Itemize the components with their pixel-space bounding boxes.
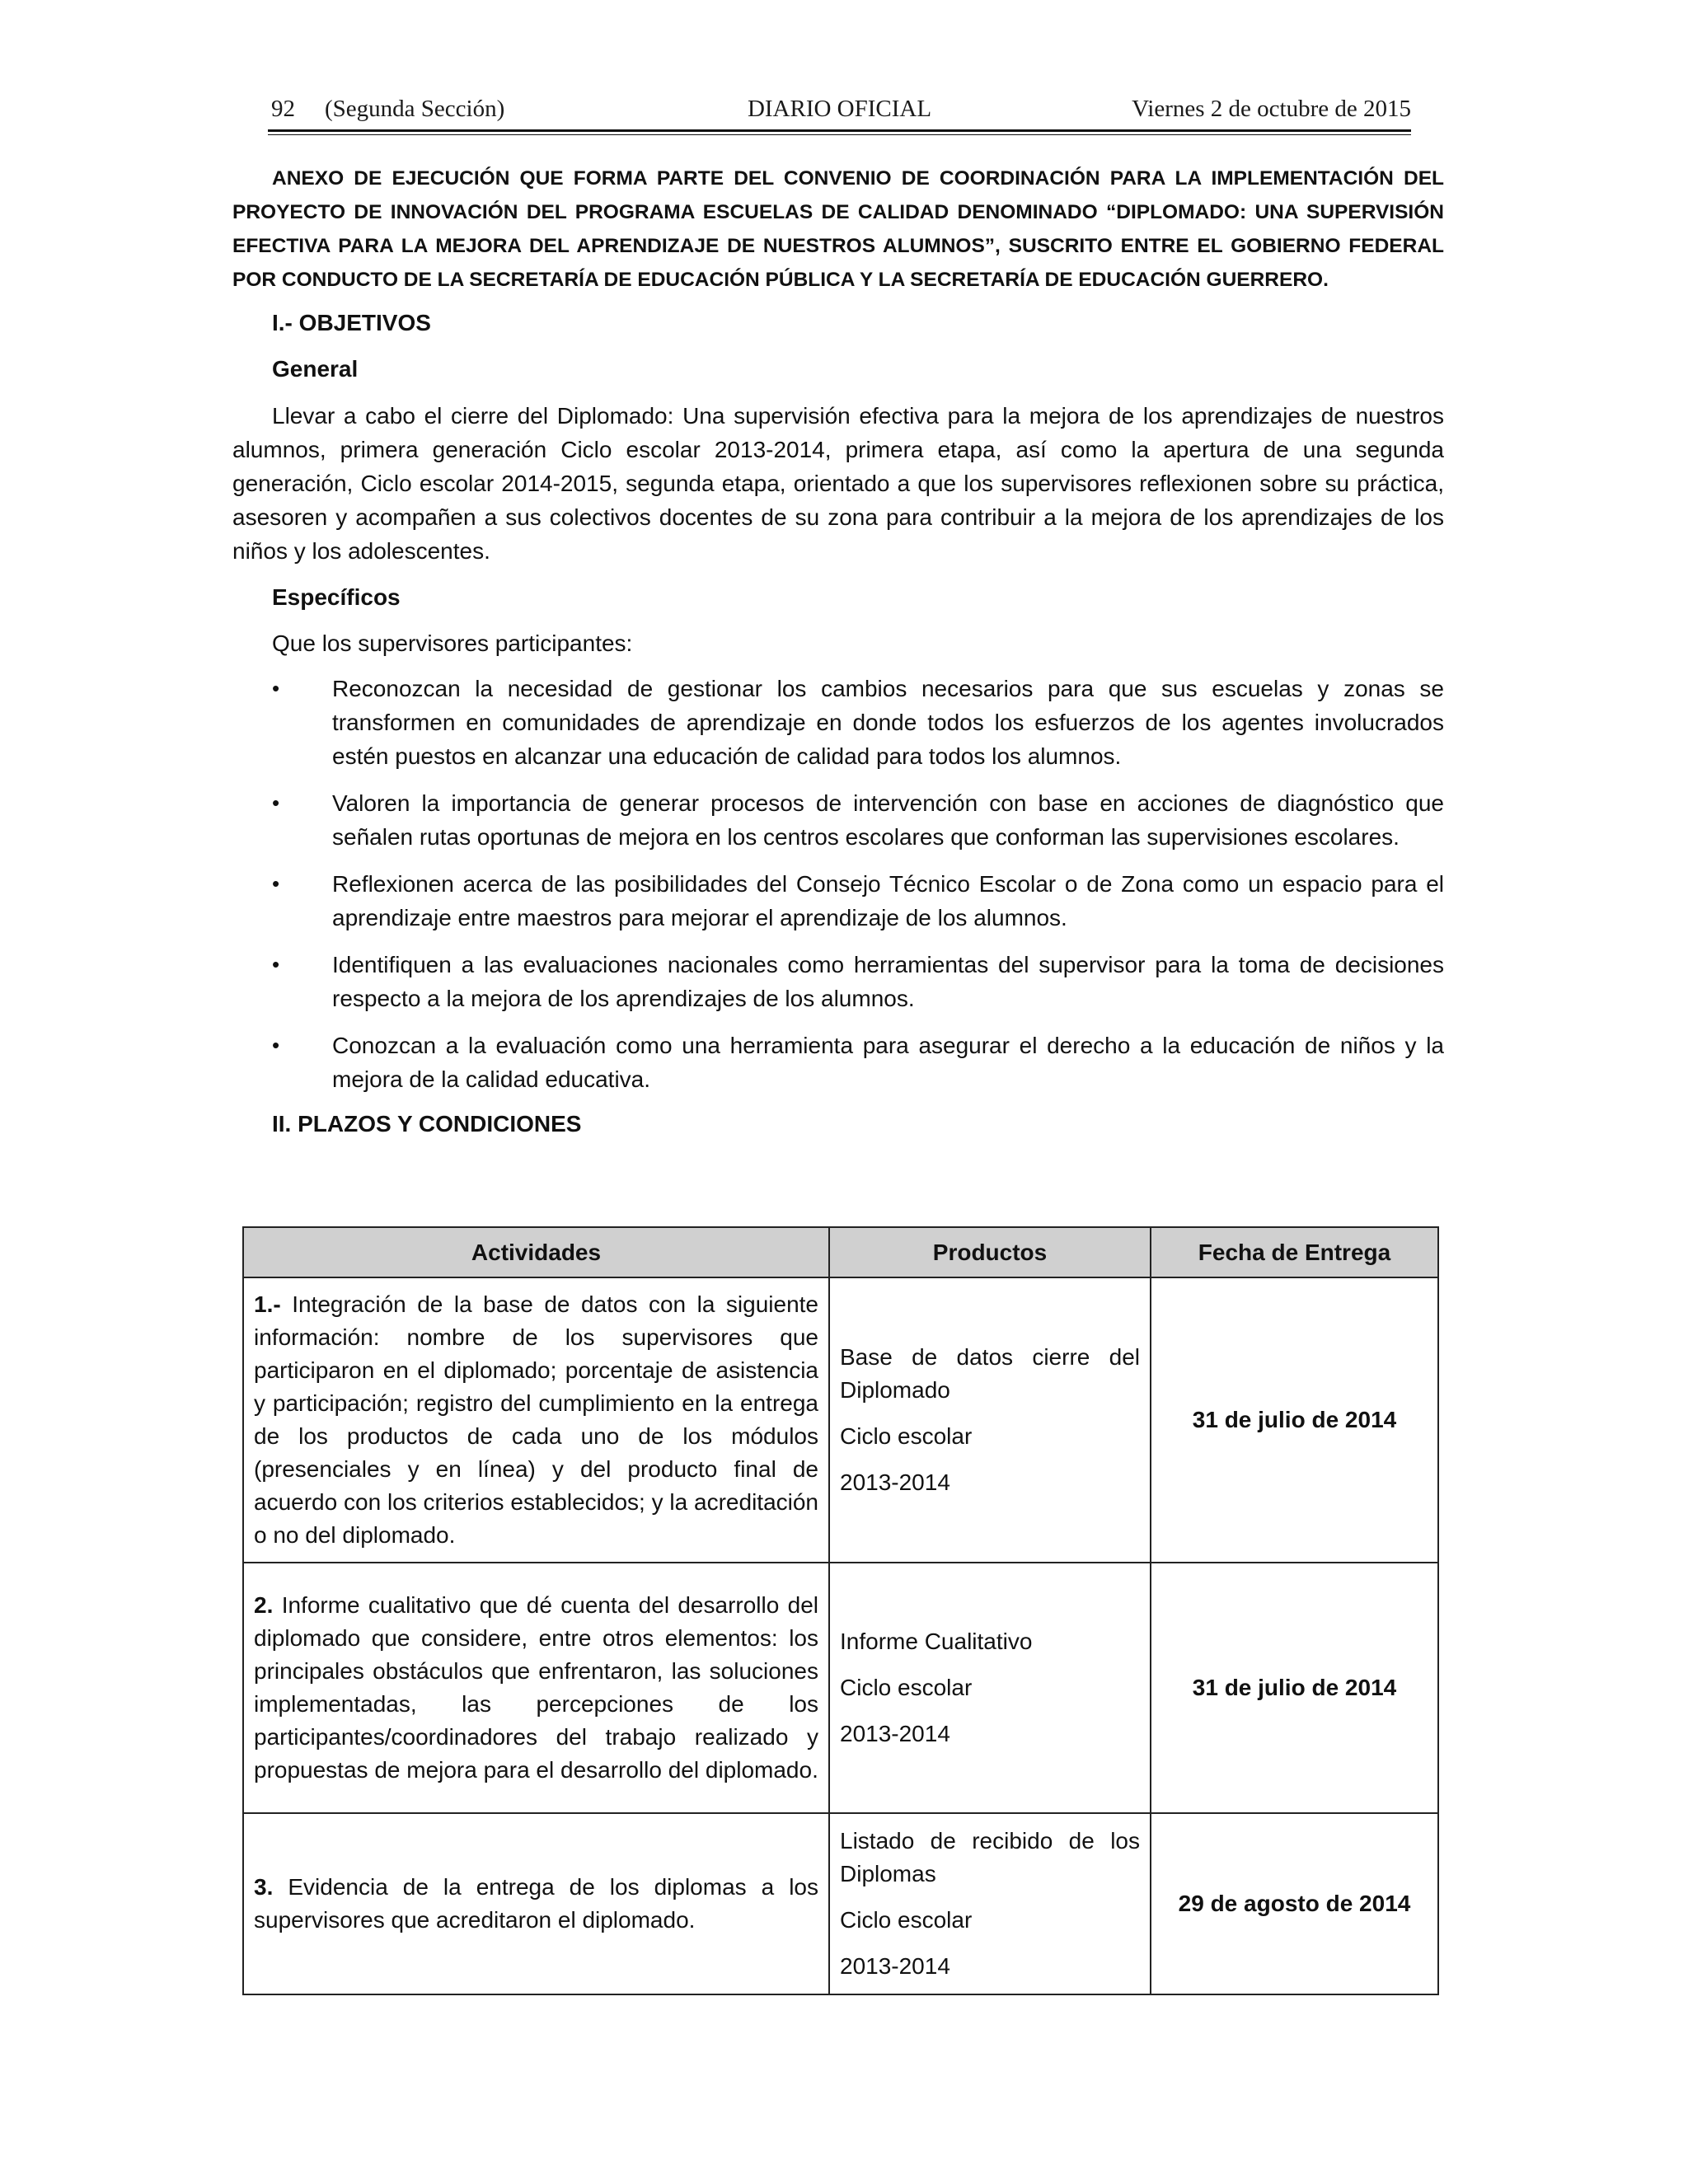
delivery-date-cell: 31 de julio de 2014 <box>1151 1563 1438 1813</box>
especificos-intro: Que los supervisores participantes: <box>272 630 633 656</box>
product-cycle-years: 2013-2014 <box>840 1469 950 1495</box>
product-cycle-label: Ciclo escolar <box>840 1423 973 1449</box>
subheading-general: General <box>272 356 359 382</box>
bullet-icon: • <box>272 790 280 815</box>
activity-number: 3. <box>254 1874 274 1900</box>
activity-text: Evidencia de la entrega de los diplomas a los supervisores que acreditaron el diplomado. <box>254 1874 818 1933</box>
product-cell <box>829 1563 1151 1813</box>
annex-title: ANEXO DE EJECUCIÓN QUE FORMA PARTE DEL CONVENIO DE COORDINACIÓN PARA LA IMPLEMENTACIÓN DEL PROYECTO DE INNOVACIÓN DEL PROGRAMA ESCUELAS DE CALIDAD DENOMINADO “DIPLOMADO: UNA SUPERVISIÓN EFECTIVA PARA LA MEJORA DEL APRENDIZAJE DE NUESTROS ALUMNOS”, SUSCRITO ENTRE EL GOBIERNO FEDERAL POR CONDUCTO DE LA SECRETARÍA DE EDUCACIÓN PÚBLICA Y LA SECRETARÍA DE EDUCACIÓN GUERRERO. <box>232 167 1444 291</box>
activity-text: Informe cualitativo que dé cuenta del desarrollo del diplomado que considere, entre otros elementos: los principales obstáculos que enfrentaron, las soluciones implementadas, las percepciones de los participantes/coordinadores del trabajo realizado y propuestas de mejora para el desarrollo del diplomado. <box>254 1592 819 1783</box>
table-row <box>243 1563 1438 1813</box>
product-cycle-years: 2013-2014 <box>840 1953 950 1979</box>
activity-cell <box>243 1813 829 1994</box>
product-cell <box>829 1813 1151 1994</box>
delivery-date-cell: 29 de agosto de 2014 <box>1151 1813 1438 1994</box>
general-paragraph: Llevar a cabo el cierre del Diplomado: Una supervisión efectiva para la mejora de los aprendizajes de nuestros alumnos, primera generación Ciclo escolar 2013-2014, primera etapa, así como la apertura de una segunda generación, Ciclo escolar 2014-2015, segunda etapa, orientado a que los supervisores reflexionen sobre su práctica, asesoren y acompañen a sus colectivos docentes de su zona para contribuir a la mejora de los aprendizajes de los niños y los adolescentes. <box>232 403 1444 564</box>
table-row <box>243 1813 1438 1994</box>
activity-number: 1.- <box>254 1291 281 1317</box>
product-cycle-years: 2013-2014 <box>840 1721 950 1746</box>
bullet-icon: • <box>272 871 280 896</box>
section-heading-objetivos: I.- OBJETIVOS <box>272 310 431 335</box>
product-name: Base de datos cierre del Diplomado <box>840 1344 1140 1403</box>
activity-text: Integración de la base de datos con la siguiente información: nombre de los supervisores que participaron en el diplomado; porcentaje de asistencia y participación; registro del cumplimiento en la entrega de los productos de cada uno de los módulos (presenciales y en línea) y del producto final de acuerdo con los criterios establecidos; y la acreditación o no del diplomado. <box>254 1291 818 1548</box>
document-body <box>232 162 1444 1141</box>
section-label: (Segunda Sección) <box>325 96 505 122</box>
product-name: Informe Cualitativo <box>840 1629 1033 1654</box>
table-header-row <box>243 1227 1438 1277</box>
section-heading-plazos: II. PLAZOS Y CONDICIONES <box>272 1111 582 1137</box>
bullet-icon: • <box>272 952 280 977</box>
product-cycle-label: Ciclo escolar <box>840 1907 973 1933</box>
list-item-text: Reflexionen acerca de las posibilidades del Consejo Técnico Escolar o de Zona como un espacio para el aprendizaje entre maestros para mejorar el aprendizaje de los alumnos. <box>332 871 1444 930</box>
subheading-especificos: Específicos <box>272 584 401 610</box>
list-item-text: Valoren la importancia de generar procesos de intervención con base en acciones de diagnóstico que señalen rutas oportunas de mejora en los centros escolares que conforman las supervisiones escolares. <box>332 790 1444 850</box>
column-header-actividades: Actividades <box>243 1227 829 1277</box>
product-name: Listado de recibido de los Diplomas <box>840 1828 1140 1886</box>
list-item <box>232 672 1444 773</box>
list-item-text: Reconozcan la necesidad de gestionar los cambios necesarios para que sus escuelas y zonas se transformen en comunidades de aprendizaje en donde todos los esfuerzos de los agentes involucrados estén puestos en alcanzar una educación de calidad para todos los alumnos. <box>332 676 1444 769</box>
list-item-text: Identifiquen a las evaluaciones nacionales como herramientas del supervisor para la toma de decisiones respecto a la mejora de los aprendizajes de los alumnos. <box>332 952 1444 1011</box>
list-item <box>232 948 1444 1015</box>
list-item <box>232 1029 1444 1096</box>
product-cell <box>829 1277 1151 1563</box>
activity-cell <box>243 1563 829 1813</box>
activity-number: 2. <box>254 1592 274 1618</box>
delivery-date-cell: 31 de julio de 2014 <box>1151 1277 1438 1563</box>
table-row <box>243 1277 1438 1563</box>
especificos-list <box>232 672 1444 1096</box>
bullet-icon: • <box>272 676 280 701</box>
list-item <box>232 867 1444 935</box>
header-rule-thick <box>268 129 1411 132</box>
header-rule-thin <box>268 134 1411 135</box>
plazos-table <box>242 1226 1439 1995</box>
bullet-icon: • <box>272 1033 280 1057</box>
list-item-text: Conozcan a la evaluación como una herramienta para asegurar el derecho a la educación de niños y la mejora de la calidad educativa. <box>332 1033 1444 1092</box>
column-header-fecha: Fecha de Entrega <box>1151 1227 1438 1277</box>
list-item <box>232 786 1444 854</box>
publication-date: Viernes 2 de octubre de 2015 <box>1132 96 1411 122</box>
activity-cell <box>243 1277 829 1563</box>
page-number: 92 <box>271 96 295 122</box>
column-header-productos: Productos <box>829 1227 1151 1277</box>
product-cycle-label: Ciclo escolar <box>840 1675 973 1700</box>
publication-name: DIARIO OFICIAL <box>747 96 932 122</box>
running-header <box>268 96 1411 130</box>
